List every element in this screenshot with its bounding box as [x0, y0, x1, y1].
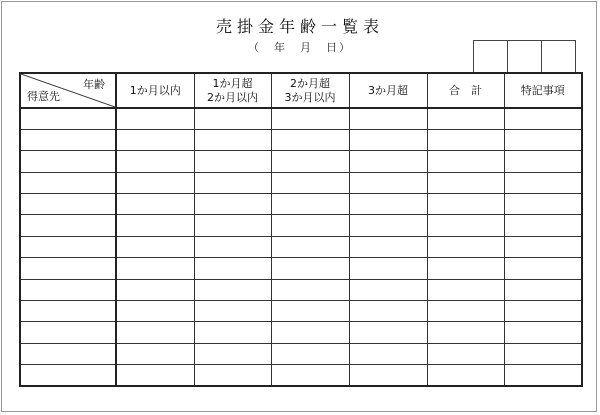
amount-cell[interactable]: [194, 279, 271, 300]
client-cell[interactable]: [20, 151, 116, 172]
amount-cell[interactable]: [116, 365, 194, 386]
amount-cell[interactable]: [194, 108, 271, 129]
amount-cell[interactable]: [194, 129, 271, 150]
table-row: [20, 215, 582, 236]
amount-cell[interactable]: [349, 108, 427, 129]
amount-cell[interactable]: [349, 279, 427, 300]
table-row: [20, 279, 582, 300]
amount-cell[interactable]: [116, 322, 194, 343]
amount-cell[interactable]: [427, 365, 504, 386]
client-cell[interactable]: [20, 301, 116, 322]
table-row: [20, 129, 582, 150]
amount-cell[interactable]: [504, 343, 582, 364]
amount-cell[interactable]: [504, 129, 582, 150]
amount-cell[interactable]: [194, 172, 271, 193]
amount-cell[interactable]: [504, 279, 582, 300]
table-row: [20, 258, 582, 279]
stamp-box[interactable]: [541, 40, 576, 74]
amount-cell[interactable]: [349, 301, 427, 322]
amount-cell[interactable]: [271, 172, 349, 193]
client-cell[interactable]: [20, 343, 116, 364]
amount-cell[interactable]: [271, 215, 349, 236]
table-body: [20, 108, 582, 386]
client-cell[interactable]: [20, 108, 116, 129]
header-row: [20, 73, 582, 108]
client-cell[interactable]: [20, 194, 116, 215]
diagonal-header-cell: [20, 73, 116, 108]
amount-cell[interactable]: [349, 343, 427, 364]
amount-cell[interactable]: [116, 129, 194, 150]
amount-cell[interactable]: [116, 108, 194, 129]
client-cell[interactable]: [20, 172, 116, 193]
amount-cell[interactable]: [194, 322, 271, 343]
amount-cell[interactable]: [271, 301, 349, 322]
table-row: [20, 365, 582, 386]
client-cell[interactable]: [20, 322, 116, 343]
amount-cell[interactable]: [349, 236, 427, 257]
amount-cell[interactable]: [116, 236, 194, 257]
document-title: 売掛金年齢一覧表: [215, 17, 384, 36]
amount-cell[interactable]: [116, 343, 194, 364]
amount-cell[interactable]: [349, 258, 427, 279]
amount-cell[interactable]: [504, 172, 582, 193]
amount-cell[interactable]: [349, 172, 427, 193]
amount-cell[interactable]: [427, 215, 504, 236]
amount-cell[interactable]: [504, 365, 582, 386]
table-row: [20, 108, 582, 129]
amount-cell[interactable]: [271, 343, 349, 364]
amount-cell[interactable]: [427, 108, 504, 129]
table-row: [20, 322, 582, 343]
amount-cell[interactable]: [504, 215, 582, 236]
amount-cell[interactable]: [271, 151, 349, 172]
client-label: 得意先: [27, 90, 60, 103]
amount-cell[interactable]: [116, 172, 194, 193]
amount-cell[interactable]: [349, 194, 427, 215]
amount-cell[interactable]: [116, 194, 194, 215]
client-cell[interactable]: [20, 279, 116, 300]
amount-cell[interactable]: [427, 151, 504, 172]
age-label: 年齢: [83, 78, 105, 91]
column-header-text: 2か月以内: [207, 90, 258, 104]
amount-cell[interactable]: [349, 215, 427, 236]
amount-cell[interactable]: [427, 343, 504, 364]
amount-cell[interactable]: [271, 236, 349, 257]
column-header-text: 合 計: [449, 83, 482, 97]
amount-cell[interactable]: [427, 194, 504, 215]
amount-cell[interactable]: [194, 301, 271, 322]
amount-cell[interactable]: [116, 258, 194, 279]
amount-cell[interactable]: [271, 194, 349, 215]
amount-cell[interactable]: [349, 129, 427, 150]
column-header-within-1-month: [116, 73, 194, 108]
amount-cell[interactable]: [271, 258, 349, 279]
amount-cell[interactable]: [427, 279, 504, 300]
amount-cell[interactable]: [271, 279, 349, 300]
column-header-text: 2か月超: [290, 76, 330, 90]
amount-cell[interactable]: [504, 108, 582, 129]
stamp-box[interactable]: [507, 40, 542, 74]
amount-cell[interactable]: [504, 301, 582, 322]
column-header-1-to-2-months: [194, 73, 271, 108]
table-row: [20, 301, 582, 322]
column-header-text: 3か月超: [368, 83, 408, 97]
amount-cell[interactable]: [116, 215, 194, 236]
column-header-remarks: [504, 73, 582, 108]
client-cell[interactable]: [20, 236, 116, 257]
client-cell[interactable]: [20, 129, 116, 150]
amount-cell[interactable]: [271, 365, 349, 386]
amount-cell[interactable]: [116, 151, 194, 172]
column-header-text: 3か月以内: [284, 90, 336, 104]
amount-cell[interactable]: [427, 258, 504, 279]
amount-cell[interactable]: [504, 322, 582, 343]
amount-cell[interactable]: [271, 322, 349, 343]
approval-stamp-boxes: [473, 40, 576, 74]
column-header-text: 特記事項: [520, 83, 565, 97]
client-cell[interactable]: [20, 215, 116, 236]
amount-cell[interactable]: [116, 279, 194, 300]
amount-cell[interactable]: [194, 194, 271, 215]
column-header-over-3-months: [349, 73, 427, 108]
amount-cell[interactable]: [504, 151, 582, 172]
amount-cell[interactable]: [504, 194, 582, 215]
client-cell[interactable]: [20, 258, 116, 279]
amount-cell[interactable]: [427, 236, 504, 257]
stamp-box[interactable]: [473, 40, 508, 74]
amount-cell[interactable]: [271, 129, 349, 150]
amount-cell[interactable]: [194, 236, 271, 257]
column-header-2-to-3-months: [271, 73, 349, 108]
table-row: [20, 194, 582, 215]
table-row: [20, 172, 582, 193]
amount-cell[interactable]: [194, 215, 271, 236]
aging-table: [19, 72, 583, 387]
amount-cell[interactable]: [427, 301, 504, 322]
amount-cell[interactable]: [504, 258, 582, 279]
amount-cell[interactable]: [427, 322, 504, 343]
date-line: （ 年 月 日）: [248, 41, 352, 54]
amount-cell[interactable]: [194, 365, 271, 386]
table-row: [20, 151, 582, 172]
amount-cell[interactable]: [427, 172, 504, 193]
column-header-text: 1か月超: [212, 76, 253, 90]
amount-cell[interactable]: [116, 301, 194, 322]
column-header-text: 1か月以内: [129, 83, 181, 97]
amount-cell[interactable]: [194, 258, 271, 279]
column-header-total: [427, 73, 504, 108]
amount-cell[interactable]: [194, 151, 271, 172]
table-row: [20, 236, 582, 257]
amount-cell[interactable]: [194, 343, 271, 364]
client-cell[interactable]: [20, 365, 116, 386]
amount-cell[interactable]: [349, 322, 427, 343]
amount-cell[interactable]: [349, 151, 427, 172]
amount-cell[interactable]: [504, 236, 582, 257]
amount-cell[interactable]: [349, 365, 427, 386]
table-row: [20, 343, 582, 364]
amount-cell[interactable]: [427, 129, 504, 150]
amount-cell[interactable]: [271, 108, 349, 129]
